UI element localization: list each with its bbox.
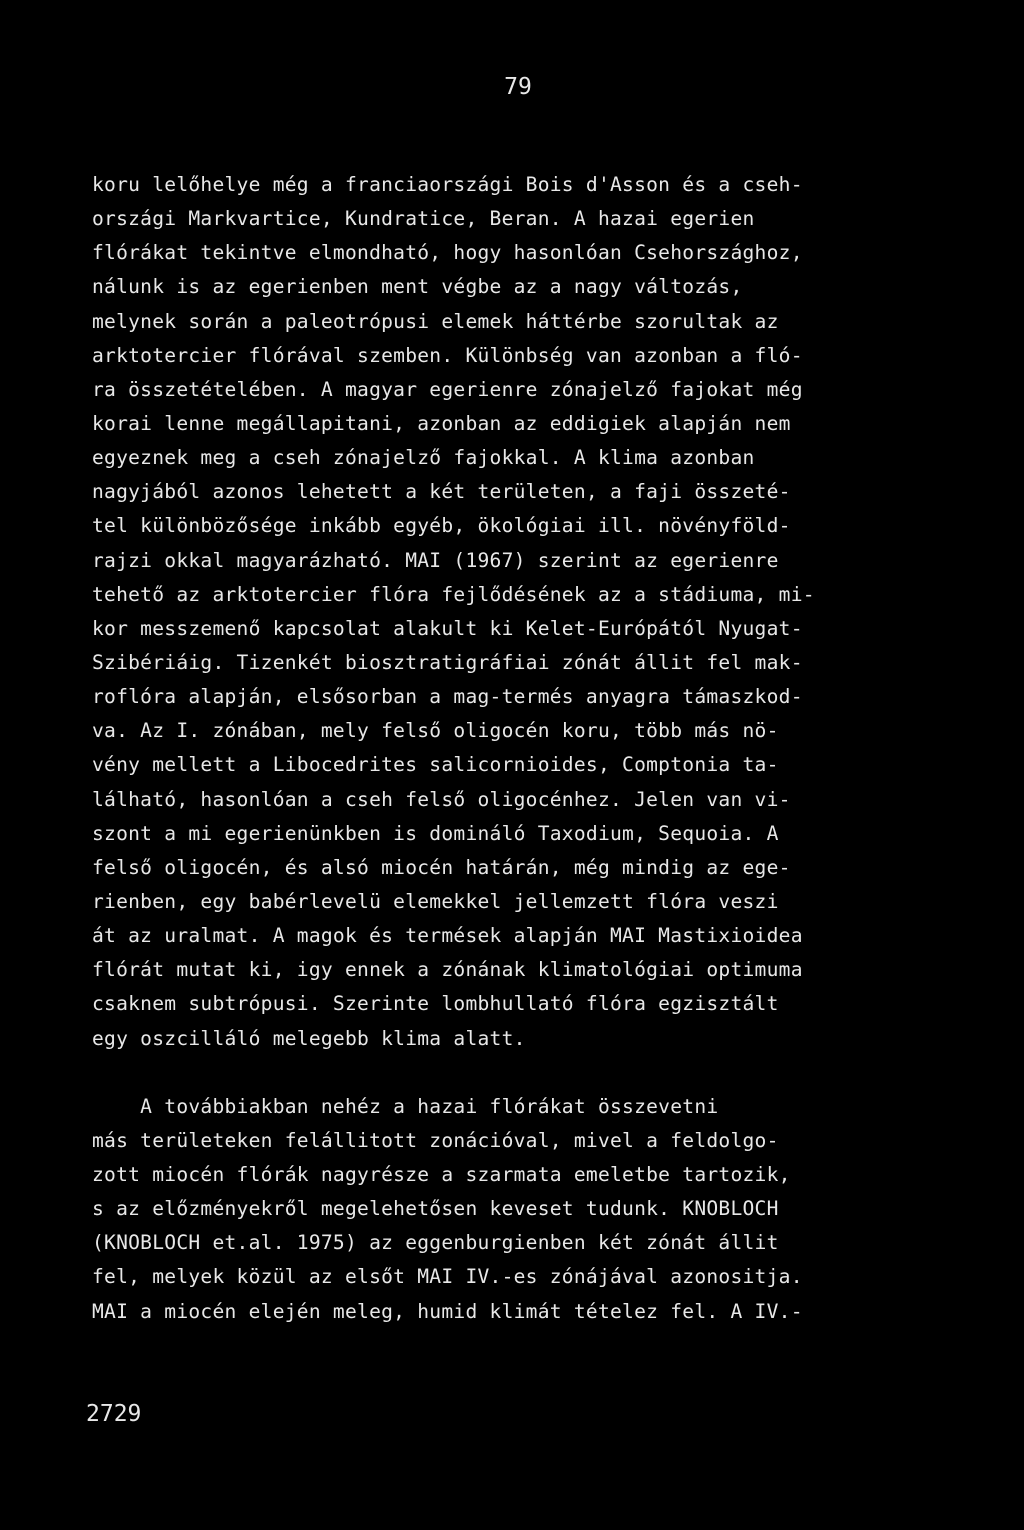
text-line: tehető az arktotercier flóra fejlődésének az a stádiuma, mi- <box>92 582 815 606</box>
body-text <box>92 168 962 1329</box>
text-line: kor messzemenő kapcsolat alakult ki Kelet-Európától Nyugat- <box>92 616 803 640</box>
page-number: 79 <box>504 74 532 100</box>
text-line: lálható, hasonlóan a cseh felső oligocénhez. Jelen van vi- <box>92 787 791 811</box>
text-line: más területeken felállitott zonációval, mivel a feldolgo- <box>92 1128 779 1152</box>
text-line: rajzi okkal magyarázható. MAI (1967) szerint az egerienre <box>92 548 779 572</box>
text-line: MAI a miocén elején meleg, humid klimát tételez fel. A IV.- <box>92 1299 803 1323</box>
text-line: vény mellett a Libocedrites salicornioides, Comptonia ta- <box>92 753 779 777</box>
text-line: (KNOBLOCH et.al. 1975) az eggenburgienben két zónát állit <box>92 1231 779 1255</box>
text-line: flórát mutat ki, igy ennek a zónának klimatológiai optimuma <box>92 958 803 982</box>
text-line: A továbbiakban nehéz a hazai flórákat összevetni <box>92 1094 719 1118</box>
text-line: fel, melyek közül az elsőt MAI IV.-es zónájával azonositja. <box>92 1265 803 1289</box>
text-line: egy oszcilláló melegebb klima alatt. <box>92 1026 526 1050</box>
paragraph-1 <box>92 168 962 1056</box>
text-line: egyeznek meg a cseh zónajelző fajokkal. A klima azonban <box>92 446 755 470</box>
text-line: zott miocén flórák nagyrésze a szarmata emeletbe tartozik, <box>92 1162 791 1186</box>
paragraph-2 <box>92 1090 962 1329</box>
text-line: tel különbözősége inkább egyéb, ökológiai ill. növényföld- <box>92 514 791 538</box>
text-line: Szibériáig. Tizenkét biosztratigráfiai zónát állit fel mak- <box>92 650 803 674</box>
text-line: korai lenne megállapitani, azonban az eddigiek alapján nem <box>92 411 791 435</box>
paragraph-gap <box>92 1056 962 1090</box>
text-line: nagyjából azonos lehetett a két területen, a faji összeté- <box>92 480 791 504</box>
text-line: csaknem subtrópusi. Szerinte lombhullató flóra egzisztált <box>92 992 779 1016</box>
text-line: szont a mi egerienünkben is domináló Taxodium, Sequoia. A <box>92 821 779 845</box>
text-line: át az uralmat. A magok és termések alapján MAI Mastixioidea <box>92 924 803 948</box>
text-line: s az előzményekről megelehetősen keveset tudunk. KNOBLOCH <box>92 1197 779 1221</box>
text-line: ra összetételében. A magyar egerienre zónajelző fajokat még <box>92 377 803 401</box>
text-line: melynek során a paleotrópusi elemek háttérbe szorultak az <box>92 309 779 333</box>
footer-code: 2729 <box>86 1401 142 1427</box>
text-line: flórákat tekintve elmondható, hogy hasonlóan Csehországhoz, <box>92 241 803 265</box>
text-line: va. Az I. zónában, mely felső oligocén koru, több más nö- <box>92 719 779 743</box>
text-line: koru lelőhelye még a franciaországi Bois d'Asson és a cseh- <box>92 173 803 196</box>
text-line: felső oligocén, és alsó miocén határán, még mindig az ege- <box>92 855 791 879</box>
text-line: arktotercier flórával szemben. Különbség van azonban a fló- <box>92 343 803 367</box>
text-line: roflóra alapján, elsősorban a mag-termés anyagra támaszkod- <box>92 685 803 709</box>
text-line: rienben, egy babérlevelü elemekkel jellemzett flóra veszi <box>92 889 779 913</box>
text-line: országi Markvartice, Kundratice, Beran. A hazai egerien <box>92 207 755 231</box>
text-line: nálunk is az egerienben ment végbe az a nagy változás, <box>92 275 743 299</box>
